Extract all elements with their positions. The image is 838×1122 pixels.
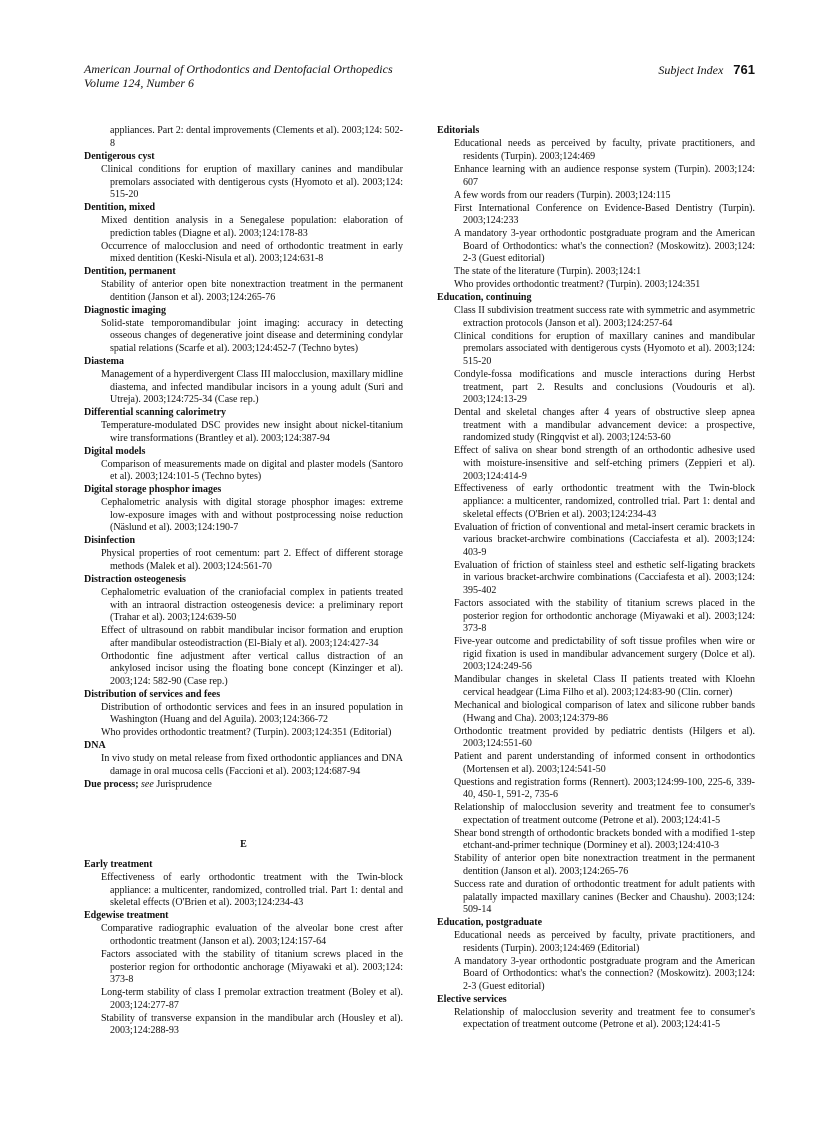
index-entry: Evaluation of friction of conventional and metal-insert ceramic brackets in various bracket-archwire combinations (Cacciafesta et al). 2003;124: 403-9 bbox=[454, 521, 755, 558]
index-entry: Relationship of malocclusion severity and treatment fee to consumer's expectation of treatment outcome (Petrone et al). 2003;124:41-5 bbox=[454, 1006, 755, 1031]
subject-heading bbox=[84, 574, 403, 587]
index-entry: The state of the literature (Turpin). 2003;124:1 bbox=[454, 266, 642, 278]
running-header-section bbox=[658, 63, 755, 78]
subject-heading-text: Digital models bbox=[84, 445, 146, 457]
index-entry-group bbox=[84, 446, 403, 484]
index-entry: Clinical conditions for eruption of maxillary canines and mandibular premolars associated with dentigerous cysts (Hyomoto et al). 2003;124: 515-20 bbox=[454, 330, 755, 367]
subject-heading bbox=[84, 266, 403, 279]
index-entry: Who provides orthodontic treatment? (Turpin). 2003;124:351 (Editorial) bbox=[101, 727, 392, 739]
index-entry: appliances. Part 2: dental improvements (Clements et al). 2003;124: 502-8 bbox=[110, 125, 403, 149]
index-entry-group bbox=[84, 484, 403, 535]
index-entry: Dental and skeletal changes after 4 years of obstructive sleep apnea treatment with a mandibular advancement device: a prospective, randomized study (Ringqvist et al). 2003;124:53-60 bbox=[454, 407, 755, 444]
subject-heading-text: Education, continuing bbox=[437, 292, 532, 304]
index-entry: Mechanical and biological comparison of latex and silicone rubber bands (Hwang and Cha). 2003;124:379-86 bbox=[454, 699, 755, 724]
index-entry: Condyle-fossa modifications and muscle interactions during Herbst treatment, part 2. Results and conclusions (Voudouris et al). 2003;124:13-29 bbox=[454, 368, 755, 406]
index-entry: Solid-state temporomandibular joint imaging: accuracy in detecting osseous changes of degenerative joint disease and determining condylar spatial relations (Scarfe et al). 2003;124:452-7 (Techno bytes) bbox=[101, 317, 403, 354]
index-entry: Educational needs as perceived by faculty, private practitioners, and residents (Turpin). 2003;124:469 (Editorial) bbox=[454, 930, 755, 954]
subject-heading-text: Distraction osteogenesis bbox=[84, 573, 186, 585]
index-entry: Physical properties of root cementum: part 2. Effect of different storage methods (Malek et al). 2003;124:561-70 bbox=[101, 548, 403, 572]
index-entry: First International Conference on Evidence-Based Dentistry (Turpin). 2003;124:233 bbox=[454, 202, 755, 227]
subject-heading-text: Due process; bbox=[84, 779, 139, 790]
subject-heading-text: Elective services bbox=[437, 993, 507, 1005]
page-number: 761 bbox=[733, 62, 755, 77]
index-entry-group bbox=[84, 910, 403, 1038]
index-entry-group bbox=[84, 740, 403, 778]
index-entry-group bbox=[84, 356, 403, 407]
index-entry: Cephalometric evaluation of the craniofacial complex in patients treated with an intraoral distraction osteogenesis device: a preliminary report (Trahar et al). 2003;124:639-50 bbox=[101, 586, 403, 624]
subject-heading-text: Differential scanning calorimetry bbox=[84, 407, 227, 419]
index-entry: Evaluation of friction of stainless steel and esthetic self-ligating brackets in various bracket-archwire combinations (Cacciafesta et al). 2003;124: 395-402 bbox=[454, 559, 755, 597]
index-entry: Five-year outcome and predictability of soft tissue profiles when wire or rigid fixation is used in mandibular advancement surgery (Dolce et al). 2003;124:249-56 bbox=[454, 636, 755, 673]
subject-heading-text: DNA bbox=[84, 740, 106, 752]
index-entry: A few words from our readers (Turpin). 2003;124:115 bbox=[454, 189, 671, 201]
subject-heading-text: Diagnostic imaging bbox=[84, 304, 166, 316]
subject-heading-text: Digital storage phosphor images bbox=[84, 484, 222, 496]
index-entry: Stability of anterior open bite nonextraction treatment in the permanent dentition (Janson et al). 2003;124:265-76 bbox=[454, 853, 755, 877]
index-entry: Long-term stability of class I premolar extraction treatment (Boley et al). 2003;124:277-87 bbox=[101, 987, 403, 1011]
subject-heading bbox=[84, 407, 403, 420]
index-entry-group bbox=[437, 917, 755, 993]
subject-heading bbox=[84, 689, 403, 702]
subject-heading bbox=[84, 356, 403, 369]
subject-heading bbox=[84, 859, 403, 872]
index-entry-group bbox=[437, 125, 755, 291]
index-entry-group bbox=[84, 407, 403, 445]
index-entry-group bbox=[84, 151, 403, 202]
index-entry: Effect of ultrasound on rabbit mandibular incisor formation and eruption after mandibular osteodistraction (El-Bialy et al). 2003;124:427-34 bbox=[101, 625, 403, 649]
index-entry: Mandibular changes in skeletal Class II patients treated with Kloehn cervical headgear (Lima Filho et al). 2003;124:83-90 (Clin. corner) bbox=[454, 674, 755, 698]
index-entry-group bbox=[437, 292, 755, 917]
index-entry: Class II subdivision treatment success rate with symmetric and asymmetric extraction protocols (Janson et al). 2003;124:257-64 bbox=[454, 305, 755, 329]
index-entry: Effectiveness of early orthodontic treatment with the Twin-block appliance: a multicenter, randomized, controlled trial. Part 1: dental and skeletal effects (O'Brien et al). 2003;124:234-43 bbox=[454, 483, 755, 520]
index-entry-group bbox=[84, 125, 403, 150]
subject-heading bbox=[84, 305, 403, 318]
subject-heading-text: Editorials bbox=[437, 125, 480, 137]
subject-heading bbox=[84, 535, 403, 548]
left-column bbox=[84, 125, 403, 1038]
subject-heading-text: Distribution of services and fees bbox=[84, 688, 221, 700]
index-entry: Distribution of orthodontic services and fees in an insured population in Washington (Huang and del Aguila). 2003;124:366-72 bbox=[101, 701, 403, 726]
subject-heading-text: Diastema bbox=[84, 355, 124, 367]
index-entry: Success rate and duration of orthodontic treatment for adult patients with palatally impacted maxillary canines (Becker and Chaushu). 2003;124: 509-14 bbox=[454, 878, 755, 916]
index-entry: Orthodontic treatment provided by pediatric dentists (Hilgers et al). 2003;124:551-60 bbox=[454, 725, 755, 750]
section-title: Subject Index bbox=[658, 63, 724, 77]
subject-heading-text: Dentition, permanent bbox=[84, 266, 176, 278]
index-entry: Effect of saliva on shear bond strength of an orthodontic adhesive used with moisture-insensitive and self-etching primers (Zeppieri et al). 2003;124:414-9 bbox=[454, 445, 755, 482]
index-entry: Factors associated with the stability of titanium screws placed in the posterior region for orthodontic anchorage (Miyawaki et al). 2003;124: 373-8 bbox=[454, 598, 755, 635]
journal-title: American Journal of Orthodontics and Dentofacial Orthopedics bbox=[84, 62, 393, 76]
index-entry-group bbox=[84, 202, 403, 266]
index-entry: Shear bond strength of orthodontic brackets bonded with a modified 1-step etchant-and-primer technique (Dorminey et al). 2003;124:410-3 bbox=[454, 827, 755, 852]
index-entry: Effectiveness of early orthodontic treatment with the Twin-block appliance: a multicenter, randomized, controlled trial. Part 1: dental and skeletal effects (O'Brien et al). 2003;124:234-43 bbox=[101, 872, 403, 909]
index-entry: Factors associated with the stability of titanium screws placed in the posterior region for orthodontic anchorage (Miyawaki et al). 2003;124: 373-8 bbox=[101, 948, 403, 986]
index-entry: Occurrence of malocclusion and need of orthodontic treatment in early mixed dentition (Keski-Nisula et al). 2003;124:631-8 bbox=[101, 240, 403, 265]
subject-heading bbox=[84, 446, 403, 459]
index-entry: Patient and parent understanding of informed consent in orthodontics (Mortensen et al). 2003;124:541-50 bbox=[454, 751, 755, 775]
subject-heading bbox=[84, 202, 403, 215]
subject-heading bbox=[437, 994, 755, 1007]
index-entry: Enhance learning with an audience response system (Turpin). 2003;124: 607 bbox=[454, 163, 755, 188]
index-entry: Questions and registration forms (Rennert). 2003;124:99-100, 225-6, 339-40, 450-1, 591-2, 735-6 bbox=[454, 776, 755, 801]
subject-heading-text: Dentigerous cyst bbox=[84, 150, 155, 162]
index-entry: Relationship of malocclusion severity and treatment fee to consumer's expectation of treatment outcome (Petrone et al). 2003;124:41-5 bbox=[454, 802, 755, 826]
index-entry: Comparative radiographic evaluation of the alveolar bone crest after orthodontic treatment (Janson et al). 2003;124:157-64 bbox=[101, 923, 403, 947]
index-entry: Who provides orthodontic treatment? (Turpin). 2003;124:351 bbox=[454, 279, 701, 291]
index-entry-group bbox=[84, 266, 403, 304]
index-entry: Stability of anterior open bite nonextraction treatment in the permanent dentition (Janson et al). 2003;124:265-76 bbox=[101, 279, 403, 303]
see-reference-label: see bbox=[141, 779, 154, 790]
index-entry: Clinical conditions for eruption of maxillary canines and mandibular premolars associated with dentigerous cysts (Hyomoto et al). 2003;124: 515-20 bbox=[101, 163, 403, 201]
index-entry-group bbox=[84, 859, 403, 910]
subject-heading-text: Edgewise treatment bbox=[84, 910, 169, 922]
index-entry: Orthodontic fine adjustment after vertical callus distraction of an ankylosed incisor using the floating bone concept (Kinzinger et al). 2003;124: 582-90 (Case rep.) bbox=[101, 650, 403, 687]
subject-heading bbox=[437, 125, 755, 138]
subject-heading-text: Early treatment bbox=[84, 859, 153, 871]
index-entry: In vivo study on metal release from fixed orthodontic appliances and DNA damage in oral mucosa cells (Faccioni et al). 2003;124:687-94 bbox=[101, 753, 403, 778]
see-reference-target: Jurisprudence bbox=[156, 779, 212, 790]
journal-volume: Volume 124, Number 6 bbox=[84, 75, 194, 90]
running-header-journal bbox=[84, 63, 393, 90]
index-entry-group bbox=[437, 994, 755, 1032]
index-entry-group bbox=[84, 574, 403, 689]
right-column bbox=[437, 125, 755, 1032]
subject-heading bbox=[437, 917, 755, 930]
index-entry-group bbox=[84, 689, 403, 740]
index-entry: Stability of transverse expansion in the mandibular arch (Housley et al). 2003;124:288-93 bbox=[101, 1012, 403, 1037]
index-entry-group bbox=[84, 779, 403, 792]
index-entry: Comparison of measurements made on digital and plaster models (Santoro et al). 2003;124:101-5 (Techno bytes) bbox=[101, 458, 403, 483]
subject-heading bbox=[84, 740, 403, 753]
index-entry-group bbox=[84, 535, 403, 573]
index-entry: Mixed dentition analysis in a Senegalese population: elaboration of prediction tables (Diagne et al). 2003;124:178-83 bbox=[101, 215, 403, 239]
index-entry: Educational needs as perceived by faculty, private practitioners, and residents (Turpin). 2003;124:469 bbox=[454, 138, 755, 162]
index-entry: Management of a hyperdivergent Class III malocclusion, maxillary midline diastema, and infected mandibular incisors in a young adult (Suri and Utreja). 2003;124:725-34 (Case rep.) bbox=[101, 368, 403, 406]
index-entry: Temperature-modulated DSC provides new insight about nickel-titanium wire transformations (Brantley et al). 2003;124:387-94 bbox=[101, 420, 403, 444]
section-letter: E bbox=[240, 838, 247, 850]
subject-heading bbox=[84, 779, 403, 792]
subject-heading-text: Education, postgraduate bbox=[437, 917, 543, 929]
index-entry: Cephalometric analysis with digital storage phosphor images: extreme low-exposure images with and without postprocessing noise reduction (Näslund et al). 2003;124:190-7 bbox=[101, 497, 403, 534]
subject-heading bbox=[84, 910, 403, 923]
subject-heading-text: Disinfection bbox=[84, 535, 136, 547]
subject-heading bbox=[437, 292, 755, 305]
subject-heading-text: Dentition, mixed bbox=[84, 202, 156, 214]
index-entry: A mandatory 3-year orthodontic postgraduate program and the American Board of Orthodontics: what's the connection? (Moskowitz). 2003;124: 2-3 (Guest editorial) bbox=[454, 228, 755, 265]
index-entry-group bbox=[84, 305, 403, 356]
subject-heading bbox=[84, 484, 403, 497]
subject-heading bbox=[84, 151, 403, 164]
index-entry: A mandatory 3-year orthodontic postgraduate program and the American Board of Orthodontics: what's the connection? (Moskowitz). 2003;124: 2-3 (Guest editorial) bbox=[454, 955, 755, 992]
